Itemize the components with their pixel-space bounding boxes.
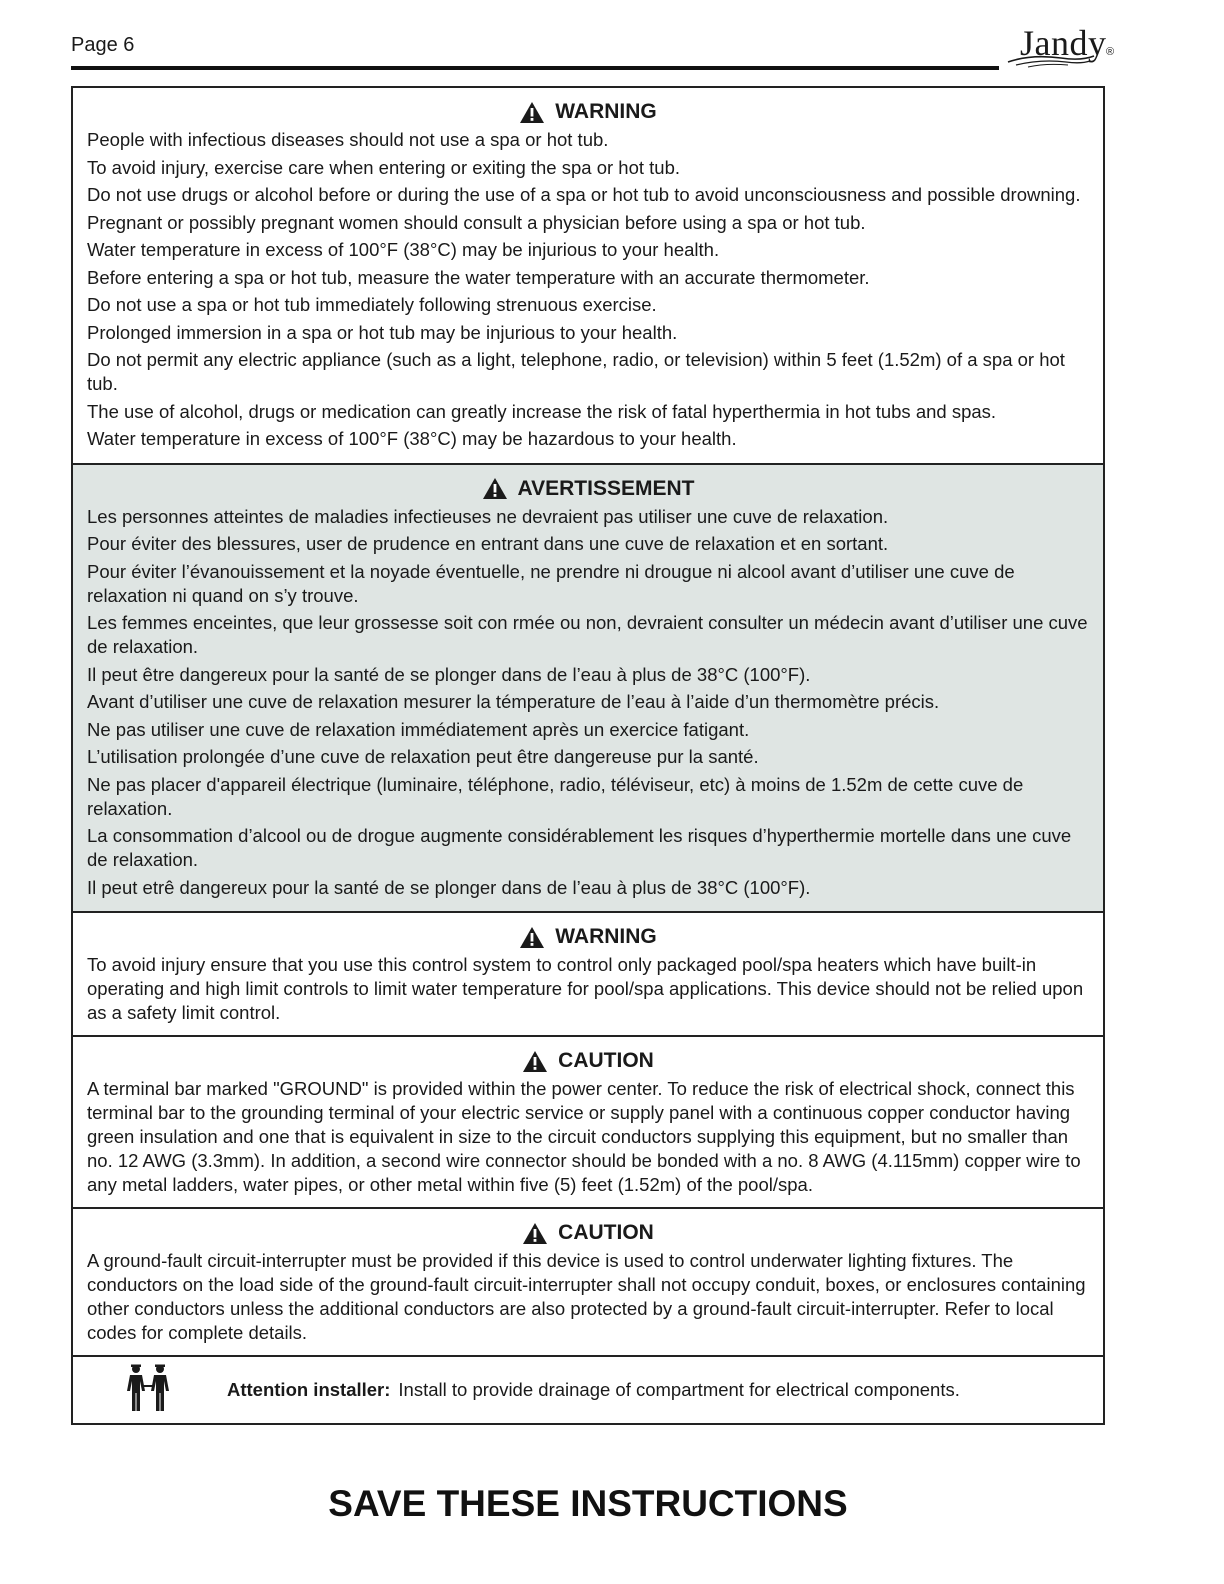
avertissement-box [73,465,1103,914]
warning-title: WARNING [555,100,657,123]
caution-text: A terminal bar marked "GROUND" is provided within the power center. To reduce the risk of electrical shock, connect this terminal bar to the grounding terminal of your electric service or supply panel with a continuous copper conductor having green insulation and one that is equivalent in size to the circuit conductors supplying this equipment, but no smaller than no. 12 AWG (3.3mm). In addition, a second wire connector should be bonded with a no. 8 AWG (4.115mm) copper wire to any metal ladders, water pipes, or other metal within five (5) feet (1.52m) of the pool/spa. [87,1078,1081,1195]
warning-line: The use of alcohol, drugs or medication can greatly increase the risk of fatal hyperthermia in hot tubs and spas. [87,400,997,422]
avertissement-line: Les femmes enceintes, que leur grossesse soit con rmée ou non, devraient consulter un médecin avant d’utiliser une cuve de relaxation. [87,612,1088,657]
avertissement-heading [87,477,1089,501]
caution-title: CAUTION [558,1221,654,1244]
warning-heading [87,100,1089,124]
warning-line: Do not use a spa or hot tub immediately following strenuous exercise. [87,294,657,315]
avertissement-line: La consommation d’alcool ou de drogue augmente considérablement les risques d’hyperthermie mortelle dans une cuve de relaxation. [87,825,1072,870]
warning-line: Prolonged immersion in a spa or hot tub may be injurious to your health. [87,321,678,343]
warning-line: Water temperature in excess of 100°F (38°C) may be hazardous to your health. [87,428,737,449]
safety-notices [71,86,1105,1425]
caution-box-gfci [73,1209,1103,1357]
warning-line: Do not permit any electric appliance (such as a light, telephone, radio, or television) within 5 feet (1.52m) of a spa or hot tub. [87,349,1065,394]
warning-triangle-icon [519,101,545,124]
avertissement-line: Pour éviter des blessures, user de prudence en entrant dans une cuve de relaxation et en sortant. [87,533,889,554]
installer-text: Install to provide drainage of compartment for electrical components. [398,1379,960,1400]
header-rule [71,66,999,70]
save-instructions-title: SAVE THESE INSTRUCTIONS [328,1483,848,1524]
warning-line: Water temperature in excess of 100°F (38°C) may be injurious to your health. [87,239,720,260]
water-swoosh-icon [1006,52,1096,68]
warning-box-control [73,913,1103,1037]
avertissement-title: AVERTISSEMENT [517,476,695,500]
warning-title: WARNING [555,925,657,948]
avertissement-line: Il peut être dangereux pour la santé de se plonger dans de l’eau à plus de 38°C (100°F). [87,663,811,685]
installer-note [73,1357,1103,1423]
warning-line: Do not use drugs or alcohol before or during the use of a spa or hot tub to avoid unconsciousness and possible drowning. [87,184,1081,205]
caution-title: CAUTION [558,1049,654,1072]
avertissement-line: Les personnes atteintes de maladies infectieuses ne devraient pas utiliser une cuve de relaxation. [87,505,889,527]
avertissement-line: Avant d’utiliser une cuve de relaxation mesurer la témperature de l’eau à l’aide d’un thermomètre précis. [87,691,940,712]
warning-line: To avoid injury, exercise care when entering or exiting the spa or hot tub. [87,156,681,178]
caution-triangle-icon [522,1050,548,1073]
page-number: Page 6 [71,34,135,56]
avertissement-line: Ne pas utiliser une cuve de relaxation immédiatement après un exercice fatigant. [87,718,750,740]
caution-box-ground [73,1037,1103,1209]
installers-icon [123,1363,173,1413]
caution-heading [87,1221,1089,1245]
warning-line: Pregnant or possibly pregnant women should consult a physician before using a spa or hot tub. [87,211,866,233]
installer-label: Attention installer: [227,1379,391,1400]
caution-triangle-icon [522,1222,548,1245]
brand-wordmark: Jandy [1020,23,1107,63]
avertissement-line: Ne pas placer d'appareil électrique (luminaire, téléphone, radio, téléviseur, etc) à moins de 1.52m de cette cuve de relaxation. [87,773,1024,819]
warning-heading [87,925,1089,949]
registered-mark: ® [1106,46,1115,58]
caution-text: A ground-fault circuit-interrupter must be provided if this device is used to control underwater lighting fixtures. The conductors on the load side of the ground-fault circuit-interrupter shall not occupy conduit, boxes, or enclosures containing other conductors unless the additional conductors are also protected by a ground-fault circuit-interrupter. Refer to local codes for complete details. [87,1250,1086,1343]
jandy-logo [1006,22,1126,76]
warning-box-health [73,88,1103,465]
avertissement-line: L’utilisation prolongée d’une cuve de relaxation peut être dangereuse pur la santé. [87,746,759,767]
caution-heading [87,1049,1089,1073]
warning-line: Before entering a spa or hot tub, measure the water temperature with an accurate thermometer. [87,266,870,288]
warning-triangle-icon [482,477,508,500]
warning-text: To avoid injury ensure that you use this control system to control only packaged pool/spa heaters which have built-in operating and high limit controls to limit water temperature for pool/spa applications. This device should not be relied upon as a safety limit control. [87,954,1084,1023]
warning-line: People with infectious diseases should not use a spa or hot tub. [87,129,609,150]
warning-triangle-icon [519,926,545,949]
avertissement-line: Il peut etrê dangereux pour la santé de se plonger dans de l’eau à plus de 38°C (100°F). [87,876,811,898]
avertissement-line: Pour éviter l’évanouissement et la noyade éventuelle, ne prendre ni drougue ni alcool avant d’utiliser une cuve de relaxation ni quand on s’y trouve. [87,560,1015,606]
